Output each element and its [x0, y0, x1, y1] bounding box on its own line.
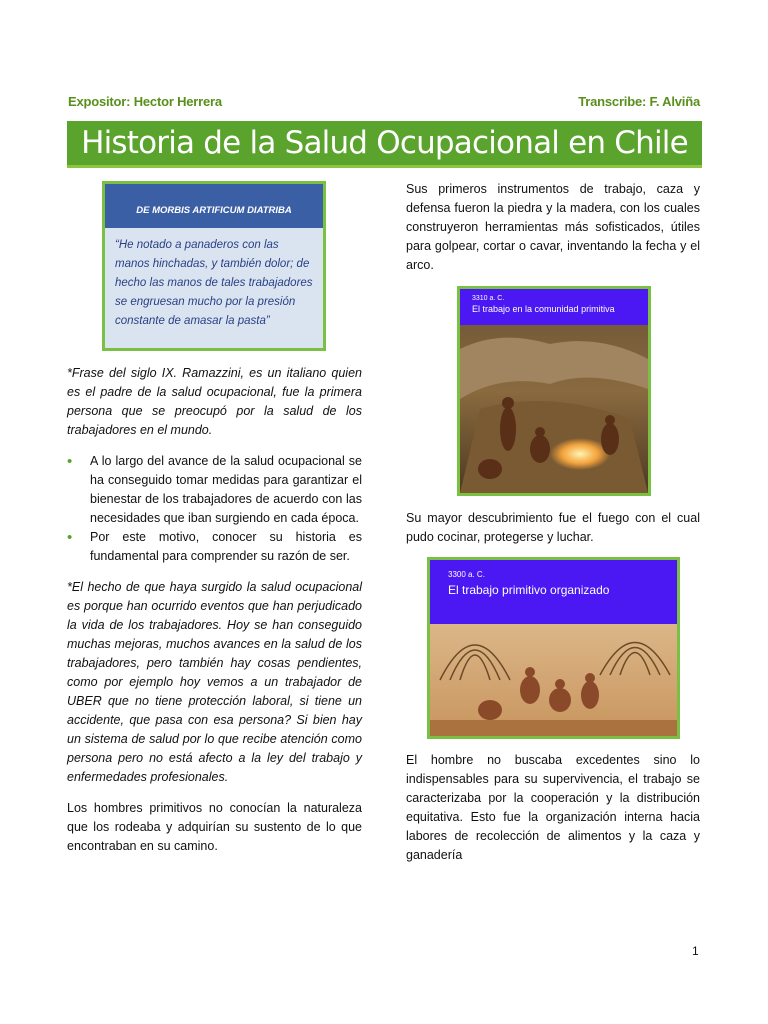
image-caption-2 — [430, 560, 677, 624]
ramazzini-quote-image — [102, 181, 326, 351]
primitive-community-image — [457, 286, 651, 496]
right-paragraph-3: El hombre no buscaba excedentes sino lo indispensables para su supervivencia, el trabajo se caracterizaba por la cooperación y la distribución equitativa. Esto fue la organización interna hacia labores de recolección de alimentos y la caza y ganadería — [406, 753, 700, 862]
right-paragraph-2-wrap — [406, 509, 700, 559]
right-paragraph-3-wrap — [406, 751, 700, 877]
page-title: Historia de la Salud Ocupacional en Chile — [81, 125, 688, 161]
note-paragraph: *El hecho de que haya surgido la salud ocupacional es porque han ocurrido eventos que han perjudicado la vida de los trabajadores. Hoy se han conseguido muchas mejoras, muchos avances en la salud de los trabajadores, pero también hay cosas pendientes, como por ejemplo hoy vemos a un trabajador de UBER que no tiene protección laboral, si tiene un accidente, que pasa con esa persona? Si bien hay un sistema de salud por lo que recibe atención como persona pero no está afecto a la ley del trabajo y enfermedades profesionales. — [67, 580, 362, 784]
image-caption-1 — [460, 289, 648, 325]
title-banner — [67, 121, 702, 168]
quote-heading: DE MORBIS ARTIFICUM DIATRIBA — [105, 184, 323, 228]
bullet-list — [67, 452, 362, 566]
right-paragraph-1: Sus primeros instrumentos de trabajo, caza y defensa fueron la piedra y la madera, con los cuales construyeron herramientas más sofisticados, útiles para golpear, cortar o cavar, inventando la fecha y el arco. — [406, 182, 700, 272]
image-2-title: El trabajo primitivo organizado — [448, 583, 610, 597]
right-paragraph-1-wrap — [406, 180, 700, 287]
image-1-title: El trabajo en la comunidad primitiva — [472, 304, 615, 314]
closing-paragraph: Los hombres primitivos no conocían la naturaleza que los rodeaba y adquirían su sustento de lo que encontraban en su camino. — [67, 801, 362, 853]
transcribe-label: Transcribe: F. Alviña — [578, 94, 700, 109]
image-2-year: 3300 a. C. — [448, 570, 485, 579]
bullet-item: • Por este motivo, conocer su historia es fundamental para comprender su razón de ser. — [67, 528, 362, 566]
expositor-label: Expositor: Hector Herrera — [68, 94, 222, 109]
page-number: 1 — [692, 944, 699, 958]
left-column — [67, 364, 362, 868]
quote-text: “He notado a panaderos con las manos hinchadas, y también dolor; de hecho las manos de tales trabajadores se engruesan mucho por la presión constante de amasar la pasta” — [115, 239, 313, 327]
image-1-year: 3310 a. C. — [472, 295, 505, 302]
right-paragraph-2: Su mayor descubrimiento fue el fuego con el cual pudo cocinar, protegerse y luchar. — [406, 511, 700, 544]
organized-work-image — [427, 557, 680, 739]
intro-paragraph: *Frase del siglo IX. Ramazzini, es un italiano quien es el padre de la salud ocupacional, fue la primera persona que se preocupó por la salud de los trabajadores en el mundo. — [67, 366, 362, 437]
bullet-item: • A lo largo del avance de la salud ocupacional se ha conseguido tomar medidas para garantizar el bienestar de los trabajadores de acuerdo con las necesidades que iban surgiendo en cada época. — [67, 452, 362, 528]
